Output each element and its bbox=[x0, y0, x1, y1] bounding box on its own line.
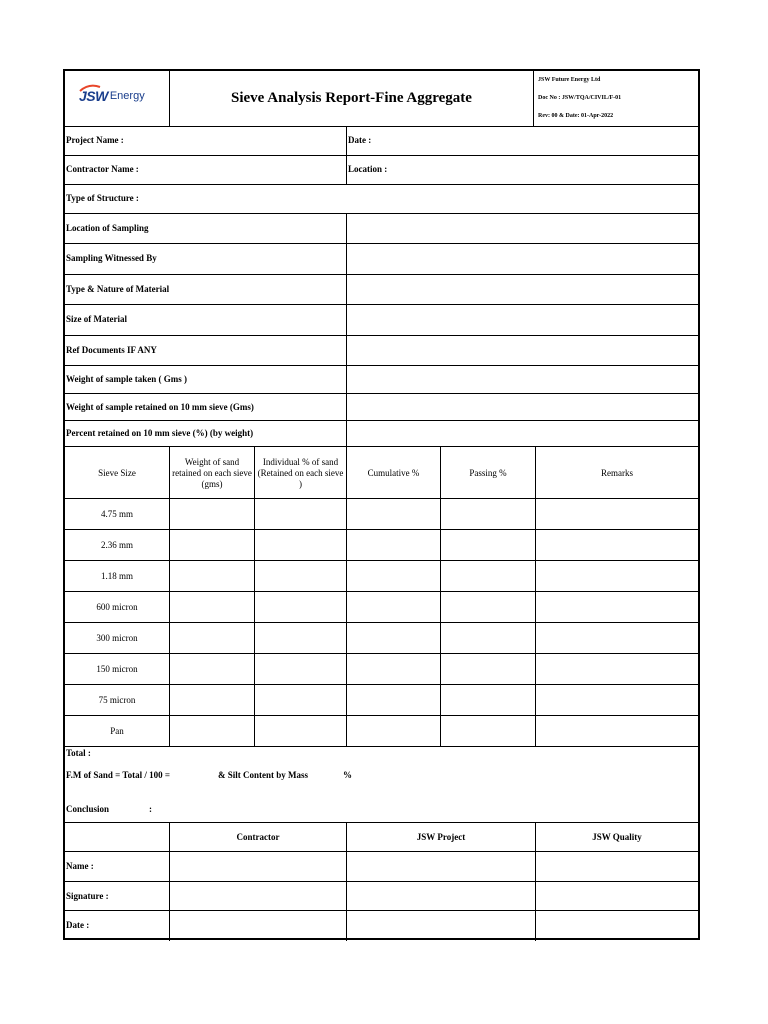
jsw-quality-name-cell[interactable] bbox=[535, 852, 698, 882]
contractor-name-cell[interactable] bbox=[169, 852, 346, 882]
sieve-size-cell: 4.75 mm bbox=[100, 509, 133, 519]
conclusion-colon: : bbox=[149, 804, 152, 814]
table-row bbox=[65, 715, 698, 747]
page-title: Sieve Analysis Report-Fine Aggregate bbox=[231, 90, 472, 106]
project-row bbox=[65, 126, 698, 156]
remarks-cell[interactable] bbox=[535, 561, 698, 592]
structure-row[interactable] bbox=[65, 184, 698, 214]
header-row bbox=[65, 71, 698, 126]
individual-percent-cell[interactable] bbox=[254, 623, 346, 654]
cumulative-cell[interactable] bbox=[346, 716, 440, 747]
detail-row bbox=[65, 274, 698, 305]
signoff-date-label: Date : bbox=[66, 920, 90, 930]
detail-value-cell[interactable] bbox=[346, 214, 698, 244]
detail-row bbox=[65, 213, 698, 244]
passing-cell[interactable] bbox=[440, 592, 535, 623]
jsw-project-name-cell[interactable] bbox=[346, 852, 535, 882]
table-row bbox=[65, 498, 698, 530]
cumulative-cell[interactable] bbox=[346, 561, 440, 592]
table-row bbox=[65, 591, 698, 623]
logo-swoosh-icon bbox=[79, 84, 101, 92]
cumulative-cell[interactable] bbox=[346, 499, 440, 530]
weight-retained-header: Weight of sand retained on each sieve (gms) bbox=[169, 447, 254, 499]
sieve-size-cell: 2.36 mm bbox=[100, 540, 133, 550]
type-nature-material-label: Type & Nature of Material bbox=[66, 284, 170, 294]
remarks-cell[interactable] bbox=[535, 530, 698, 561]
weight-retained-cell[interactable] bbox=[169, 561, 254, 592]
jsw-quality-signature-cell[interactable] bbox=[535, 882, 698, 911]
sieve-table-header bbox=[65, 446, 698, 499]
weight-retained-cell[interactable] bbox=[169, 654, 254, 685]
weight-retained-cell[interactable] bbox=[169, 685, 254, 716]
cumulative-header: Cumulative % bbox=[346, 447, 440, 499]
contractor-date-cell[interactable] bbox=[169, 911, 346, 941]
signature-label: Signature : bbox=[66, 891, 109, 901]
sieve-size-cell: Pan bbox=[110, 726, 124, 736]
individual-percent-cell[interactable] bbox=[254, 716, 346, 747]
weight-retained-cell[interactable] bbox=[169, 530, 254, 561]
name-label: Name : bbox=[66, 861, 94, 871]
detail-value-cell[interactable] bbox=[346, 244, 698, 275]
signoff-name-row bbox=[65, 851, 698, 882]
individual-percent-header: Individual % of sand (Retained on each sieve ) bbox=[254, 447, 346, 499]
weight-retained-cell[interactable] bbox=[169, 716, 254, 747]
passing-cell[interactable] bbox=[440, 623, 535, 654]
contractor-name-label: Contractor Name : bbox=[66, 164, 139, 174]
passing-cell[interactable] bbox=[440, 685, 535, 716]
sieve-size-cell: 300 micron bbox=[96, 633, 138, 643]
cumulative-cell[interactable] bbox=[346, 654, 440, 685]
remarks-cell[interactable] bbox=[535, 499, 698, 530]
logo-suffix: Energy bbox=[109, 90, 145, 102]
size-of-material-label: Size of Material bbox=[66, 314, 127, 324]
cumulative-cell[interactable] bbox=[346, 530, 440, 561]
sieve-size-cell: 1.18 mm bbox=[100, 571, 133, 581]
detail-value-cell[interactable] bbox=[346, 394, 698, 421]
table-row bbox=[65, 622, 698, 654]
signoff-signature-row bbox=[65, 881, 698, 911]
location-label: Location : bbox=[348, 164, 388, 174]
passing-cell[interactable] bbox=[440, 530, 535, 561]
detail-row bbox=[65, 365, 698, 394]
detail-row bbox=[65, 304, 698, 336]
sieve-size-cell: 75 micron bbox=[98, 695, 136, 705]
detail-value-cell[interactable] bbox=[346, 421, 698, 447]
detail-value-cell[interactable] bbox=[346, 336, 698, 366]
location-of-sampling-label: Location of Sampling bbox=[66, 223, 149, 233]
table-row bbox=[65, 560, 698, 592]
signoff-date-row bbox=[65, 910, 698, 941]
sieve-size-cell: 150 micron bbox=[96, 664, 138, 674]
passing-cell[interactable] bbox=[440, 561, 535, 592]
silt-percent-label: % bbox=[343, 770, 352, 780]
remarks-cell[interactable] bbox=[535, 685, 698, 716]
table-row bbox=[65, 529, 698, 561]
individual-percent-cell[interactable] bbox=[254, 561, 346, 592]
detail-row bbox=[65, 243, 698, 275]
passing-cell[interactable] bbox=[440, 716, 535, 747]
cumulative-cell[interactable] bbox=[346, 685, 440, 716]
weight-sample-taken-label: Weight of sample taken ( Gms ) bbox=[66, 374, 187, 384]
title-cell bbox=[169, 71, 533, 126]
project-name-label: Project Name : bbox=[66, 135, 124, 145]
signoff-header bbox=[65, 822, 698, 852]
jsw-project-header: JSW Project bbox=[346, 823, 535, 852]
location-cell[interactable] bbox=[346, 156, 698, 185]
sieve-size-cell: 600 micron bbox=[96, 602, 138, 612]
jsw-quality-header: JSW Quality bbox=[535, 823, 698, 852]
remarks-header: Remarks bbox=[535, 447, 698, 499]
individual-percent-cell[interactable] bbox=[254, 592, 346, 623]
jsw-project-signature-cell[interactable] bbox=[346, 882, 535, 911]
contractor-row bbox=[65, 155, 698, 185]
jsw-project-date-cell[interactable] bbox=[346, 911, 535, 941]
sampling-witnessed-label: Sampling Witnessed By bbox=[66, 253, 157, 263]
logo-brand: JSW bbox=[79, 88, 108, 104]
contractor-signature-cell[interactable] bbox=[169, 882, 346, 911]
conclusion-label: Conclusion bbox=[66, 804, 110, 814]
percent-retained-10mm-label: Percent retained on 10 mm sieve (%) (by weight) bbox=[66, 428, 254, 438]
sieve-analysis-form bbox=[63, 69, 700, 940]
silt-content-label: & Silt Content by Mass bbox=[218, 770, 309, 780]
passing-cell[interactable] bbox=[440, 654, 535, 685]
contractor-header: Contractor bbox=[169, 823, 346, 852]
passing-header: Passing % bbox=[440, 447, 535, 499]
fm-sand-label: F.M of Sand = Total / 100 = bbox=[66, 770, 170, 780]
cumulative-cell[interactable] bbox=[346, 623, 440, 654]
individual-percent-cell[interactable] bbox=[254, 530, 346, 561]
passing-cell[interactable] bbox=[440, 499, 535, 530]
weight-retained-cell[interactable] bbox=[169, 623, 254, 654]
summary-block bbox=[65, 746, 698, 823]
doc-meta-cell bbox=[533, 71, 698, 126]
date-cell[interactable] bbox=[346, 127, 698, 156]
individual-percent-cell[interactable] bbox=[254, 654, 346, 685]
ref-documents-label: Ref Documents IF ANY bbox=[66, 345, 157, 355]
table-row bbox=[65, 653, 698, 685]
detail-value-cell[interactable] bbox=[346, 275, 698, 305]
detail-value-cell[interactable] bbox=[346, 305, 698, 336]
detail-row bbox=[65, 420, 698, 447]
weight-retained-cell[interactable] bbox=[169, 499, 254, 530]
remarks-cell[interactable] bbox=[535, 623, 698, 654]
remarks-cell[interactable] bbox=[535, 716, 698, 747]
logo bbox=[79, 88, 145, 104]
total-label: Total : bbox=[66, 748, 91, 758]
weight-retained-cell[interactable] bbox=[169, 592, 254, 623]
company-name: JSW Future Energy Ltd bbox=[538, 77, 601, 83]
jsw-quality-date-cell[interactable] bbox=[535, 911, 698, 941]
individual-percent-cell[interactable] bbox=[254, 499, 346, 530]
detail-value-cell[interactable] bbox=[346, 366, 698, 394]
remarks-cell[interactable] bbox=[535, 592, 698, 623]
date-label: Date : bbox=[348, 135, 372, 145]
cumulative-cell[interactable] bbox=[346, 592, 440, 623]
type-of-structure-label: Type of Structure : bbox=[66, 193, 139, 203]
doc-number: Doc No : JSW/TQA/CIVIL/F-01 bbox=[538, 95, 622, 101]
sieve-size-header: Sieve Size bbox=[98, 467, 136, 478]
weight-retained-10mm-label: Weight of sample retained on 10 mm sieve (Gms) bbox=[66, 402, 254, 412]
table-row bbox=[65, 684, 698, 716]
detail-row bbox=[65, 335, 698, 366]
revision-date: Rev: 00 & Date: 01-Apr-2022 bbox=[538, 113, 614, 119]
detail-row bbox=[65, 393, 698, 421]
individual-percent-cell[interactable] bbox=[254, 685, 346, 716]
remarks-cell[interactable] bbox=[535, 654, 698, 685]
